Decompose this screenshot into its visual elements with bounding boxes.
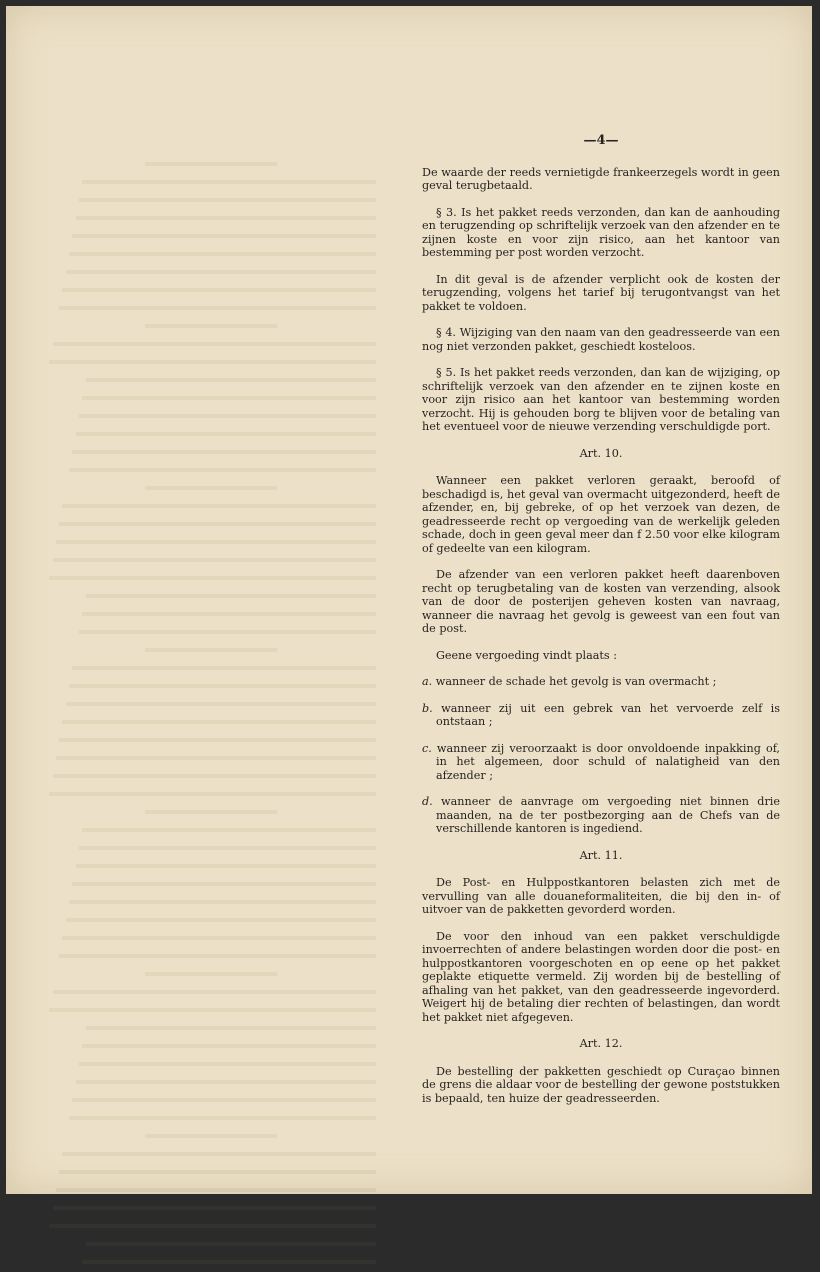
bleed-through-line (56, 534, 376, 544)
paragraph: § 4. Wijziging van den naam van den geadresseerde van een nog niet verzonden pakket, geschiedt kosteloos. (422, 326, 780, 353)
paragraph: § 5. Is het pakket reeds verzonden, dan kan de wijziging, op schriftelijk verzoek van den afzender en te zijnen koste en voor zijn risico aan het kantoor van bestemming worden verzocht. Hij is gehouden borg te blijven voor de betaling van het eventueel voor de nieuwe verzending verschuldigde port. (422, 366, 780, 433)
list-item (422, 742, 780, 783)
bleed-through-line (59, 1164, 376, 1174)
bleed-through-line (69, 1110, 376, 1120)
bleed-through-line (63, 282, 377, 292)
bleed-through-line (79, 192, 376, 202)
bleed-through-line (53, 552, 376, 562)
bleed-through-line (56, 750, 376, 760)
article-heading: Art. 12. (579, 1037, 623, 1050)
article-heading: Art. 11. (579, 848, 623, 862)
bleed-through-text (46, 156, 376, 1272)
bleed-through-line (82, 1038, 376, 1048)
list-item-label: c. (422, 741, 432, 755)
bleed-through-line (66, 696, 376, 706)
bleed-through-line (63, 498, 377, 508)
paragraph: De waarde der reeds vernietigde frankeerzegels wordt in geen geval terugbetaald. (422, 165, 780, 192)
bleed-through-line (53, 768, 376, 778)
paragraph: De afzender van een verloren pakket heeft daarenboven recht op terugbetaling van de kosten van verzending, alsook van de door de posterijen geheven kosten van navraag, wanneer die navraag het gevolg is geweest van een fout van de post. (422, 568, 780, 635)
bleed-through-line (66, 264, 376, 274)
bleed-through-line (49, 1002, 376, 1012)
bleed-through-line (76, 426, 376, 436)
paper-sheet (6, 6, 812, 1194)
list-item (422, 675, 780, 689)
bleed-through-line (56, 1182, 376, 1192)
list-item (422, 702, 780, 729)
bleed-through-line (76, 858, 376, 868)
list-item-label: b. (422, 701, 433, 715)
bleed-through-line (49, 570, 376, 580)
bleed-through-line (82, 390, 376, 400)
bleed-through-line (145, 1128, 277, 1138)
bleed-through-line (72, 660, 376, 670)
bleed-through-line (59, 300, 376, 310)
bleed-through-line (59, 732, 376, 742)
page-number: —4— (583, 133, 619, 148)
list-item-text: wanneer zij uit een gebrek van het vervoerde zelf is ontstaan ; (432, 701, 780, 728)
paragraph: De Post- en Hulppostkantoren belasten zich met de vervulling van alle douaneformaliteiten, die bij den in- of uitvoer van de pakketten gevorderd worden. (422, 876, 780, 916)
bleed-through-line (79, 624, 376, 634)
bleed-through-line (72, 228, 376, 238)
bleed-through-line (69, 462, 376, 472)
bleed-through-line (72, 1092, 376, 1102)
list-item-label: d. (422, 795, 433, 808)
bleed-through-line (66, 912, 376, 922)
bleed-through-line (49, 354, 376, 364)
bleed-through-line (145, 318, 277, 328)
bleed-through-line (53, 336, 376, 346)
bleed-through-line (69, 678, 376, 688)
list-item-text: wanneer de schade het gevolg is van overmacht ; (432, 675, 717, 688)
bleed-through-line (53, 984, 376, 994)
paragraph: De voor den inhoud van een pakket verschuldigde invoerrechten of andere belastingen worden door die post- en hulppostkantoren voorgeschoten en op eene op het pakket geplakte etiquette vermeld. Zij worden bij de bestelling of afhaling van het pakket, van den geadresseerde ingevorderd. Weigert hij de betaling dier rechten of belastingen, dan wordt het pakket niet afgegeven. (422, 929, 780, 1024)
bleed-through-line (79, 840, 376, 850)
paragraph: In dit geval is de afzender verplicht ook de kosten der terugzending, volgens het tarief bij terugontvangst van het pakket te voldoen. (422, 272, 780, 313)
bleed-through-line (69, 894, 376, 904)
bleed-through-line (49, 1218, 376, 1228)
paragraph: Wanneer een pakket verloren geraakt, beroofd of beschadigd is, het geval van overmacht uitgezonderd, heeft de afzender, en, bij gebreke, of op het verzoek van dezen, de geadresseerde recht op vergoeding van de werkelijk geleden schade, doch in geen geval meer dan f 2.50 voor elke kilogram of gedeelte van een kilogram. (422, 474, 780, 555)
bleed-through-line (59, 516, 376, 526)
article-heading: Art. 10. (579, 446, 623, 460)
bleed-through-line (86, 588, 376, 598)
bleed-through-line (82, 174, 376, 184)
list-item (422, 795, 780, 836)
bleed-through-line (49, 786, 376, 796)
bleed-through-line (145, 156, 277, 166)
paragraph: De bestelling der pakketten geschiedt op Curaçao binnen de grens die aldaar voor de bestelling der gewone poststukken is bepaald, ten huize der geadresseerden. (422, 1064, 780, 1105)
bleed-through-line (145, 966, 277, 976)
bleed-through-line (63, 930, 377, 940)
bleed-through-line (59, 948, 376, 958)
document-page (422, 134, 780, 1118)
bleed-through-line (79, 1056, 376, 1066)
bleed-through-line (63, 1146, 377, 1156)
list-item-text: wanneer de aanvrage om vergoeding niet binnen drie maanden, na de ter postbezorging aan de Chefs van de verschillende kantoren is ingediend. (432, 795, 780, 835)
bleed-through-line (76, 1074, 376, 1084)
bleed-through-line (86, 372, 376, 382)
list-item-label: a. (422, 675, 433, 688)
bleed-through-line (145, 480, 277, 490)
document-body (422, 166, 780, 1106)
bleed-through-line (86, 1020, 376, 1030)
bleed-through-line (82, 1254, 376, 1264)
bleed-through-line (145, 804, 277, 814)
bleed-through-line (82, 822, 376, 832)
bleed-through-line (86, 1236, 376, 1246)
bleed-through-line (79, 408, 376, 418)
bleed-through-line (69, 246, 376, 256)
bleed-through-line (53, 1200, 376, 1210)
bleed-through-line (76, 210, 376, 220)
paragraph: § 3. Is het pakket reeds verzonden, dan kan de aanhouding en terugzending op schriftelijk verzoek van den afzender en te zijnen koste en voor zijn risico, aan het kantoor van bestemming per post worden verzocht. (422, 205, 780, 259)
bleed-through-line (63, 714, 377, 724)
list-item-text: wanneer zij veroorzaakt is door onvoldoende inpakking of, in het algemeen, door schuld of nalatigheid van den afzender ; (431, 741, 780, 782)
bleed-through-line (145, 642, 277, 652)
paragraph: Geene vergoeding vindt plaats : (436, 648, 617, 662)
bleed-through-line (72, 444, 376, 454)
bleed-through-line (72, 876, 376, 886)
bleed-through-line (82, 606, 376, 616)
